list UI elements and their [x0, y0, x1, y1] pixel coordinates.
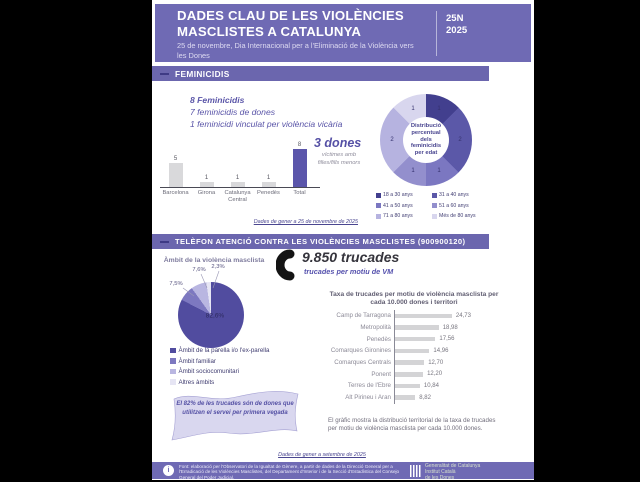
calls-caption: trucades per motiu de VM: [304, 267, 394, 276]
hbar-value: 10,84: [423, 382, 439, 389]
pie-slice-value: 7,5%: [169, 281, 183, 287]
legend-item: Àmbit de la parella i/o l'ex-parella: [170, 347, 269, 354]
bar-category-label: Total: [293, 190, 306, 196]
hbar-bar: [395, 360, 424, 365]
bar-value: 8: [297, 142, 302, 148]
hbar-value: 14,96: [433, 347, 449, 354]
section-header-feminicidis: [152, 66, 489, 81]
donut-segment-value: 1: [437, 105, 441, 112]
bar-group: [253, 141, 284, 187]
bar-value: 1: [235, 175, 240, 182]
bar-value: 5: [173, 156, 178, 163]
header-divider: [436, 11, 437, 56]
page-subtitle: 25 de novembre, Dia Internacional per a l'Eliminació de la Violència vers les Dones: [177, 41, 414, 60]
date-badge-25n: [446, 13, 467, 38]
infographic-page: [152, 0, 534, 480]
feminicidis-stats: [190, 94, 342, 130]
hbar-value: 8,82: [419, 394, 431, 401]
section-heading-text: FEMINICIDIS: [175, 68, 230, 79]
hbar-row: [328, 357, 528, 369]
taxa-trucades-title: Taxa de trucades per motiu de violència masclista per cada 10.000 dones i territori: [329, 291, 499, 307]
feminicidis-territory-bar-chart: [160, 141, 320, 203]
hbar-row: [328, 380, 528, 392]
donut-segment-value: 1: [411, 105, 415, 112]
hbar-bar: [395, 349, 429, 354]
pie-slice-value: 7,6%: [192, 267, 206, 273]
header-banner: [155, 4, 531, 62]
footer-bar: [152, 462, 534, 479]
hbar-category-label: Ponent: [371, 370, 391, 378]
hbar-row: [328, 345, 528, 357]
legend-item: 51 a 60 anys: [432, 203, 506, 209]
institut-catala-dones-logo-text: Generalitat de Catalunya Institut Català de les Dones: [425, 463, 481, 481]
hbar-category-label: Metropolità: [360, 324, 391, 332]
bar-group: [191, 141, 222, 187]
feminicidis-age-donut-chart: [380, 94, 472, 186]
bar: [262, 182, 276, 187]
hbar-value: 18,98: [442, 324, 458, 331]
bar-category-label: Girona: [197, 190, 216, 196]
hbar-row: [328, 392, 528, 404]
hbar-row: [328, 333, 528, 345]
ribbon-banner: [166, 387, 306, 443]
pie-slice-value: 82,6%: [205, 312, 225, 320]
legend-item: Altres àmbits: [170, 379, 269, 386]
generalitat-logo-icon: [410, 465, 421, 477]
bar-category-label: Catalunya Central: [224, 190, 251, 203]
stat-feminicidi-vicaria: 1 feminicidi vinculat per violència vicària: [190, 119, 343, 130]
section-header-telefon: [152, 234, 489, 249]
hbar-bar: [395, 325, 439, 330]
dash-icon: [160, 73, 169, 75]
hbar-value: 24,73: [455, 312, 471, 319]
donut-segment-value: 2: [458, 137, 462, 143]
donut-segment-value: 1: [411, 168, 415, 175]
taxa-trucades-bar-chart: [328, 310, 528, 404]
legend-item: 18 a 30 anys: [376, 192, 430, 198]
bar-group: [160, 141, 191, 187]
hbar-bar: [395, 314, 452, 319]
dash-icon: [160, 241, 169, 243]
hbar-bar: [395, 395, 415, 400]
hbar-value: 12,70: [428, 359, 444, 366]
bar-value: 1: [266, 175, 271, 182]
donut-segment-value: 1: [437, 168, 441, 175]
chart-note: El gràfic mostra la distribució territorial de la taxa de trucades per motiu de violència masclista per cada 10.000 dones.: [328, 417, 496, 432]
ambit-pie-title: Àmbit de la violència masclista: [163, 257, 265, 264]
age-legend: [376, 192, 506, 219]
hbar-category-label: Penedès: [366, 335, 391, 343]
info-icon: i: [163, 465, 174, 476]
highlight-caption: víctimes amb filles/fills menors: [317, 152, 361, 166]
hbar-row: [328, 322, 528, 334]
hbar-category-label: Camp de Tarragona: [336, 312, 391, 320]
ambit-legend: [170, 347, 269, 389]
hbar-category-label: Terres de l'Ebre: [347, 382, 391, 390]
stat-total-feminicidis: 8 Feminicidis: [190, 95, 245, 105]
bar-group: [284, 141, 315, 187]
hbar-value: 17,56: [439, 336, 455, 343]
hbar-category-label: Comarques Gironines: [330, 347, 391, 355]
hbar-category-label: Alt Pirineu i Aran: [345, 394, 391, 402]
legend-item: Més de 80 anys: [432, 213, 506, 219]
donut-center-label: Distribució percentual dels feminicidis per edat: [403, 117, 449, 163]
section-heading-text: TELÈFON ATENCIÓ CONTRA LES VIOLÈNCIES MASCLISTES (900900120): [175, 237, 466, 246]
bar: [231, 182, 245, 187]
bar: [169, 163, 183, 187]
telefon-footnote: Dades de gener a setembre de 2025: [278, 452, 366, 458]
hbar-row: [328, 310, 528, 322]
legend-item: Àmbit sociocomunitari: [170, 368, 269, 375]
bar-category-label: Barcelona: [162, 190, 189, 196]
legend-item: Àmbit familiar: [170, 358, 269, 365]
pie-leader-lines: [178, 262, 258, 302]
legend-item: 31 a 40 anys: [432, 192, 506, 198]
bar-value: 1: [204, 175, 209, 182]
feminicidis-footnote: Dades de gener a 25 de novembre de 2025: [253, 219, 358, 225]
hbar-category-label: Comarques Centrals: [334, 359, 391, 367]
ribbon-text: El 82% de les trucades són de dones que utilitzen el servei per primera vegada: [176, 401, 294, 417]
hbar-bar: [395, 372, 423, 377]
legend-item: 41 a 50 anys: [376, 203, 430, 209]
bar-group: [222, 141, 253, 187]
highlight-value: 3 dones: [314, 136, 362, 150]
hbar-bar: [395, 337, 435, 342]
donut-segment-value: 2: [390, 137, 394, 143]
hbar-value: 12,20: [427, 371, 443, 378]
hbar-bar: [395, 384, 420, 389]
bar: [293, 149, 307, 187]
bar: [200, 182, 214, 187]
badge-line-2: 2025: [446, 25, 468, 37]
legend-item: 71 a 80 anys: [376, 213, 430, 219]
source-text: Font: elaboració per l'Observatori de la Igualtat de Gènere, a partir de dades de la Direcció General per a l'Erradicació de les Violències Masclistes, del Departament d'Interior i de la Secció d'Estadística del Consejo General del Poder Judicial.: [179, 464, 400, 480]
calls-value: 9.850 trucades: [302, 249, 400, 265]
pie-slice-value: 2,3%: [211, 264, 225, 270]
stat-feminicidis-dones: 7 feminicidis de dones: [190, 107, 276, 118]
badge-line-1: 25N: [446, 13, 464, 24]
page-title: DADES CLAU DE LES VIOLÈNCIES MASCLISTES A CATALUNYA: [177, 8, 404, 40]
hbar-row: [328, 368, 528, 380]
bar-category-label: Penedès: [257, 190, 280, 196]
